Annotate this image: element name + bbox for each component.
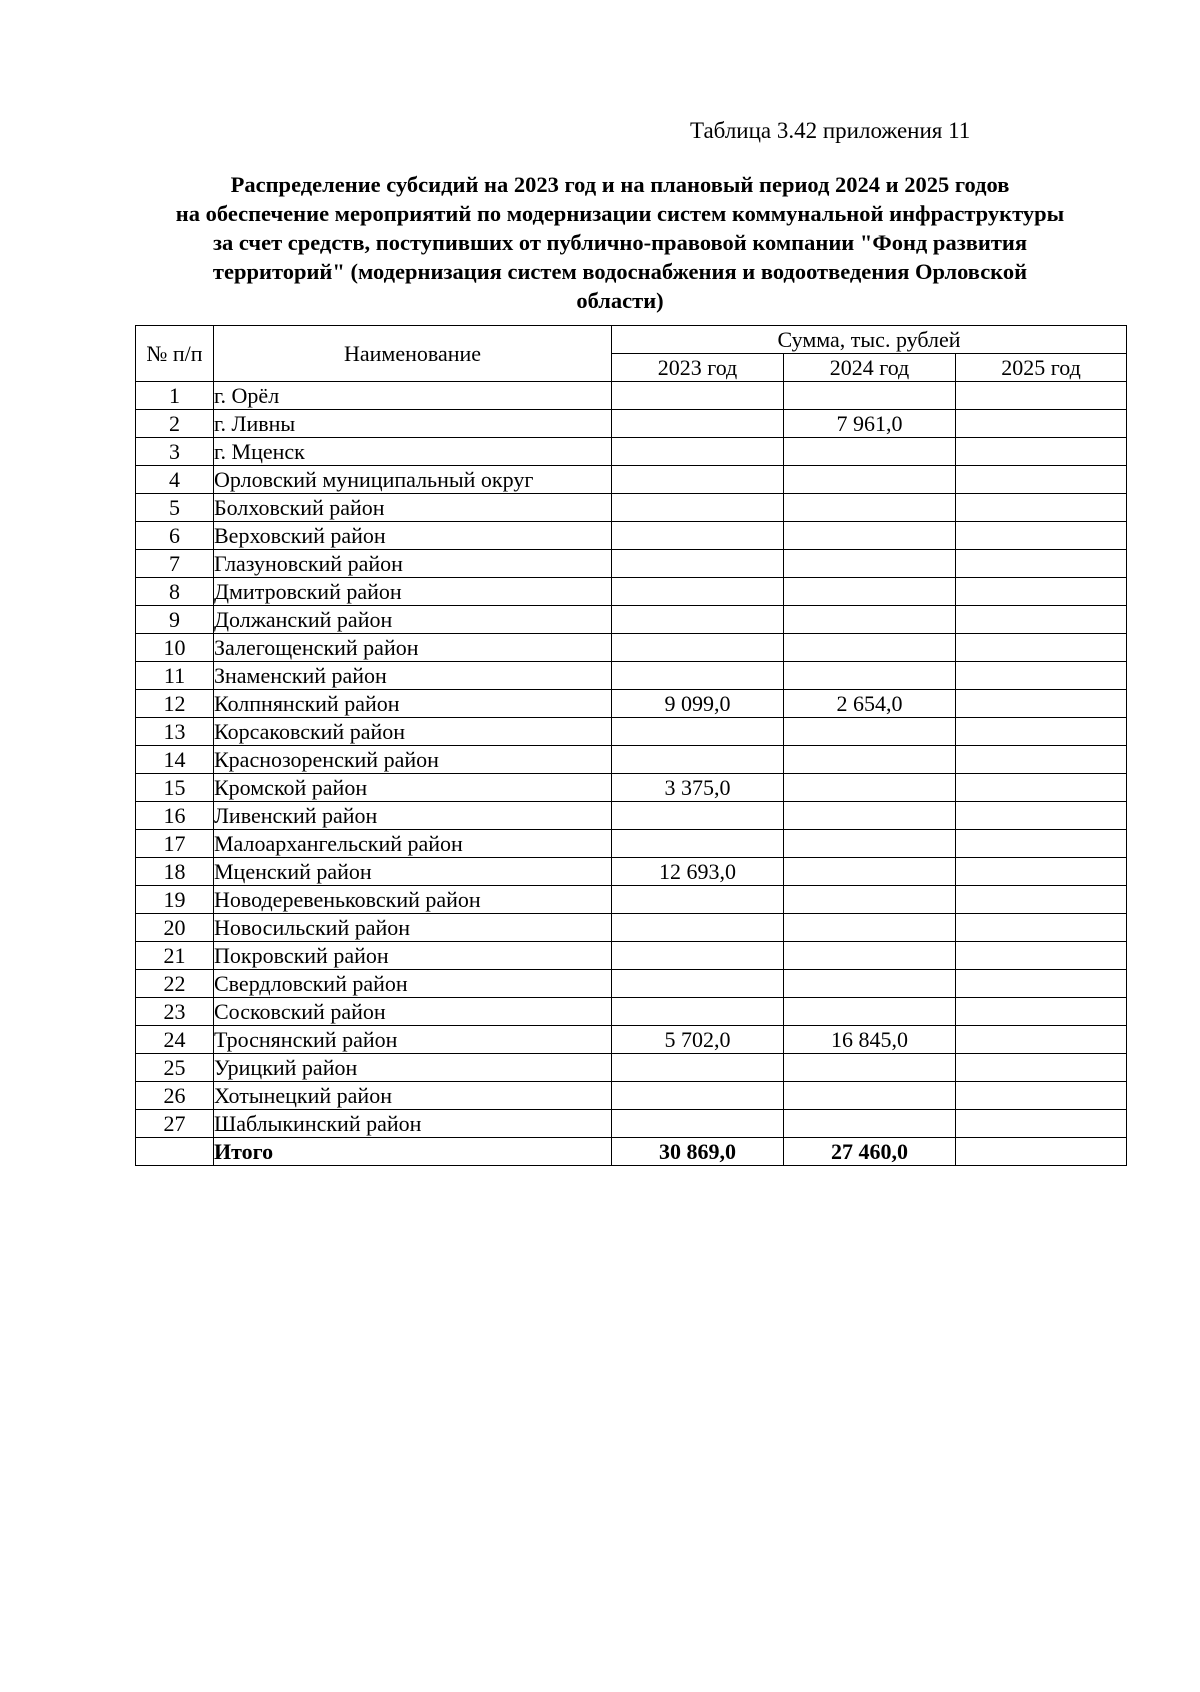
value-2025-cell xyxy=(956,914,1127,942)
table-row xyxy=(136,1082,1127,1110)
row-name-cell: Корсаковский район xyxy=(214,718,612,746)
row-number-cell: 17 xyxy=(136,830,214,858)
row-name-cell: г. Орёл xyxy=(214,382,612,410)
value-2025-cell xyxy=(956,1110,1127,1138)
title-line: на обеспечение мероприятий по модернизации систем коммунальной инфраструктуры xyxy=(175,201,1065,226)
value-2024-cell xyxy=(784,662,956,690)
row-number-cell: 11 xyxy=(136,662,214,690)
table-row xyxy=(136,830,1127,858)
value-2024-cell xyxy=(784,746,956,774)
value-2025-cell xyxy=(956,774,1127,802)
value-2025-cell xyxy=(956,830,1127,858)
table-row xyxy=(136,606,1127,634)
value-2025-cell xyxy=(956,746,1127,774)
value-2025-cell xyxy=(956,718,1127,746)
value-2024-cell xyxy=(784,998,956,1026)
value-2023-cell xyxy=(612,802,784,830)
row-name-cell: Кромской район xyxy=(214,774,612,802)
row-name-cell: Сосковский район xyxy=(214,998,612,1026)
value-2024-cell xyxy=(784,970,956,998)
row-number-cell: 12 xyxy=(136,690,214,718)
value-2025-cell xyxy=(956,998,1127,1026)
value-2024-cell: 16 845,0 xyxy=(784,1026,956,1054)
row-name-cell: Знаменский район xyxy=(214,662,612,690)
row-name-cell: Новодеревеньковский район xyxy=(214,886,612,914)
value-2025-cell xyxy=(956,494,1127,522)
row-number-cell: 26 xyxy=(136,1082,214,1110)
title-line: Распределение субсидий на 2023 год и на плановый период 2024 и 2025 годов xyxy=(230,172,1010,197)
table-row xyxy=(136,662,1127,690)
value-2025-cell xyxy=(956,1026,1127,1054)
row-name-cell: Краснозоренский район xyxy=(214,746,612,774)
header-year-2023: 2023 год xyxy=(612,354,784,382)
header-name: Наименование xyxy=(214,326,612,382)
value-2023-cell xyxy=(612,830,784,858)
row-number-cell: 9 xyxy=(136,606,214,634)
row-number-cell: 8 xyxy=(136,578,214,606)
value-2023-cell xyxy=(612,494,784,522)
annex-label: Таблица 3.42 приложения 11 xyxy=(690,118,971,143)
table-row xyxy=(136,942,1127,970)
table-total-row xyxy=(136,1138,1127,1166)
value-2024-cell xyxy=(784,886,956,914)
value-2024-cell xyxy=(784,634,956,662)
value-2023-cell xyxy=(612,942,784,970)
table-row xyxy=(136,550,1127,578)
table-row xyxy=(136,802,1127,830)
row-name-cell: Новосильский район xyxy=(214,914,612,942)
value-2025-cell xyxy=(956,634,1127,662)
value-2023-cell xyxy=(612,662,784,690)
row-name-cell: Итого xyxy=(214,1138,612,1166)
table-row xyxy=(136,466,1127,494)
value-2025-cell xyxy=(956,522,1127,550)
value-2024-cell xyxy=(784,914,956,942)
value-2023-cell xyxy=(612,634,784,662)
value-2025-cell xyxy=(956,858,1127,886)
row-name-cell: Малоархангельский район xyxy=(214,830,612,858)
table-row xyxy=(136,858,1127,886)
table-row xyxy=(136,1054,1127,1082)
table-body xyxy=(136,382,1127,1166)
value-2023-cell: 3 375,0 xyxy=(612,774,784,802)
value-2024-cell xyxy=(784,466,956,494)
table-row xyxy=(136,998,1127,1026)
value-2023-cell: 9 099,0 xyxy=(612,690,784,718)
value-2024-cell: 2 654,0 xyxy=(784,690,956,718)
value-2025-cell xyxy=(956,606,1127,634)
row-number-cell: 6 xyxy=(136,522,214,550)
value-2023-cell xyxy=(612,746,784,774)
value-2023-cell xyxy=(612,886,784,914)
value-2023-cell xyxy=(612,550,784,578)
value-2024-cell xyxy=(784,858,956,886)
value-2024-cell: 27 460,0 xyxy=(784,1138,956,1166)
title-line: территорий" (модернизация систем водоснабжения и водоотведения Орловской xyxy=(212,259,1028,284)
row-number-cell: 24 xyxy=(136,1026,214,1054)
row-number-cell: 19 xyxy=(136,886,214,914)
value-2025-cell xyxy=(956,886,1127,914)
value-2023-cell xyxy=(612,382,784,410)
table-row xyxy=(136,410,1127,438)
row-number-cell: 1 xyxy=(136,382,214,410)
row-name-cell: Хотынецкий район xyxy=(214,1082,612,1110)
value-2025-cell xyxy=(956,382,1127,410)
value-2024-cell xyxy=(784,578,956,606)
row-name-cell: Мценский район xyxy=(214,858,612,886)
row-name-cell: Колпнянский район xyxy=(214,690,612,718)
row-number-cell: 23 xyxy=(136,998,214,1026)
value-2023-cell xyxy=(612,578,784,606)
header-sum: Сумма, тыс. рублей xyxy=(612,326,1127,354)
value-2023-cell xyxy=(612,1082,784,1110)
table-row xyxy=(136,494,1127,522)
table-row xyxy=(136,382,1127,410)
value-2025-cell xyxy=(956,970,1127,998)
row-name-cell: г. Мценск xyxy=(214,438,612,466)
row-number-cell: 16 xyxy=(136,802,214,830)
value-2024-cell xyxy=(784,494,956,522)
row-number-cell xyxy=(136,1138,214,1166)
header-year-2024: 2024 год xyxy=(784,354,956,382)
row-number-cell: 20 xyxy=(136,914,214,942)
value-2024-cell xyxy=(784,774,956,802)
row-number-cell: 14 xyxy=(136,746,214,774)
value-2024-cell xyxy=(784,550,956,578)
value-2023-cell xyxy=(612,970,784,998)
row-name-cell: Ливенский район xyxy=(214,802,612,830)
row-number-cell: 21 xyxy=(136,942,214,970)
value-2024-cell xyxy=(784,718,956,746)
value-2024-cell xyxy=(784,830,956,858)
value-2023-cell xyxy=(612,914,784,942)
row-number-cell: 25 xyxy=(136,1054,214,1082)
table-row xyxy=(136,718,1127,746)
row-number-cell: 5 xyxy=(136,494,214,522)
table-row xyxy=(136,438,1127,466)
row-number-cell: 3 xyxy=(136,438,214,466)
row-number-cell: 22 xyxy=(136,970,214,998)
value-2025-cell xyxy=(956,1138,1127,1166)
value-2025-cell xyxy=(956,1054,1127,1082)
row-name-cell: Дмитровский район xyxy=(214,578,612,606)
row-name-cell: Шаблыкинский район xyxy=(214,1110,612,1138)
table-row xyxy=(136,970,1127,998)
value-2025-cell xyxy=(956,1082,1127,1110)
value-2024-cell xyxy=(784,1082,956,1110)
row-name-cell: Троснянский район xyxy=(214,1026,612,1054)
row-name-cell: Урицкий район xyxy=(214,1054,612,1082)
value-2025-cell xyxy=(956,438,1127,466)
value-2023-cell xyxy=(612,466,784,494)
value-2024-cell xyxy=(784,438,956,466)
row-name-cell: Залегощенский район xyxy=(214,634,612,662)
row-number-cell: 27 xyxy=(136,1110,214,1138)
value-2024-cell xyxy=(784,522,956,550)
row-number-cell: 15 xyxy=(136,774,214,802)
row-number-cell: 10 xyxy=(136,634,214,662)
table-row xyxy=(136,914,1127,942)
row-number-cell: 2 xyxy=(136,410,214,438)
value-2023-cell: 5 702,0 xyxy=(612,1026,784,1054)
table-row xyxy=(136,1110,1127,1138)
value-2023-cell xyxy=(612,522,784,550)
value-2023-cell xyxy=(612,998,784,1026)
value-2023-cell xyxy=(612,438,784,466)
document-title xyxy=(120,170,1120,315)
table-row xyxy=(136,774,1127,802)
table-row xyxy=(136,634,1127,662)
row-name-cell: г. Ливны xyxy=(214,410,612,438)
title-line: за счет средств, поступивших от публично-правовой компании "Фонд развития xyxy=(212,230,1028,255)
row-name-cell: Верховский район xyxy=(214,522,612,550)
subsidy-table xyxy=(135,325,1127,1166)
value-2025-cell xyxy=(956,466,1127,494)
row-name-cell: Орловский муниципальный округ xyxy=(214,466,612,494)
title-line: области) xyxy=(576,288,664,313)
table-row xyxy=(136,690,1127,718)
table-row xyxy=(136,886,1127,914)
value-2025-cell xyxy=(956,802,1127,830)
value-2024-cell xyxy=(784,382,956,410)
value-2023-cell xyxy=(612,410,784,438)
table-row xyxy=(136,1026,1127,1054)
header-year-2025: 2025 год xyxy=(956,354,1127,382)
value-2024-cell xyxy=(784,802,956,830)
row-name-cell: Покровский район xyxy=(214,942,612,970)
row-name-cell: Должанский район xyxy=(214,606,612,634)
row-number-cell: 18 xyxy=(136,858,214,886)
value-2025-cell xyxy=(956,690,1127,718)
value-2025-cell xyxy=(956,662,1127,690)
value-2023-cell: 12 693,0 xyxy=(612,858,784,886)
value-2025-cell xyxy=(956,578,1127,606)
value-2025-cell xyxy=(956,550,1127,578)
value-2024-cell xyxy=(784,1054,956,1082)
row-number-cell: 7 xyxy=(136,550,214,578)
value-2025-cell xyxy=(956,942,1127,970)
row-name-cell: Глазуновский район xyxy=(214,550,612,578)
value-2023-cell xyxy=(612,1054,784,1082)
value-2023-cell xyxy=(612,606,784,634)
value-2024-cell xyxy=(784,606,956,634)
value-2025-cell xyxy=(956,410,1127,438)
table-row xyxy=(136,578,1127,606)
value-2024-cell xyxy=(784,1110,956,1138)
value-2024-cell xyxy=(784,942,956,970)
header-num: № п/п xyxy=(136,326,214,382)
row-number-cell: 4 xyxy=(136,466,214,494)
table-row xyxy=(136,522,1127,550)
value-2023-cell: 30 869,0 xyxy=(612,1138,784,1166)
table-row xyxy=(136,746,1127,774)
value-2024-cell: 7 961,0 xyxy=(784,410,956,438)
row-number-cell: 13 xyxy=(136,718,214,746)
value-2023-cell xyxy=(612,718,784,746)
row-name-cell: Болховский район xyxy=(214,494,612,522)
value-2023-cell xyxy=(612,1110,784,1138)
row-name-cell: Свердловский район xyxy=(214,970,612,998)
